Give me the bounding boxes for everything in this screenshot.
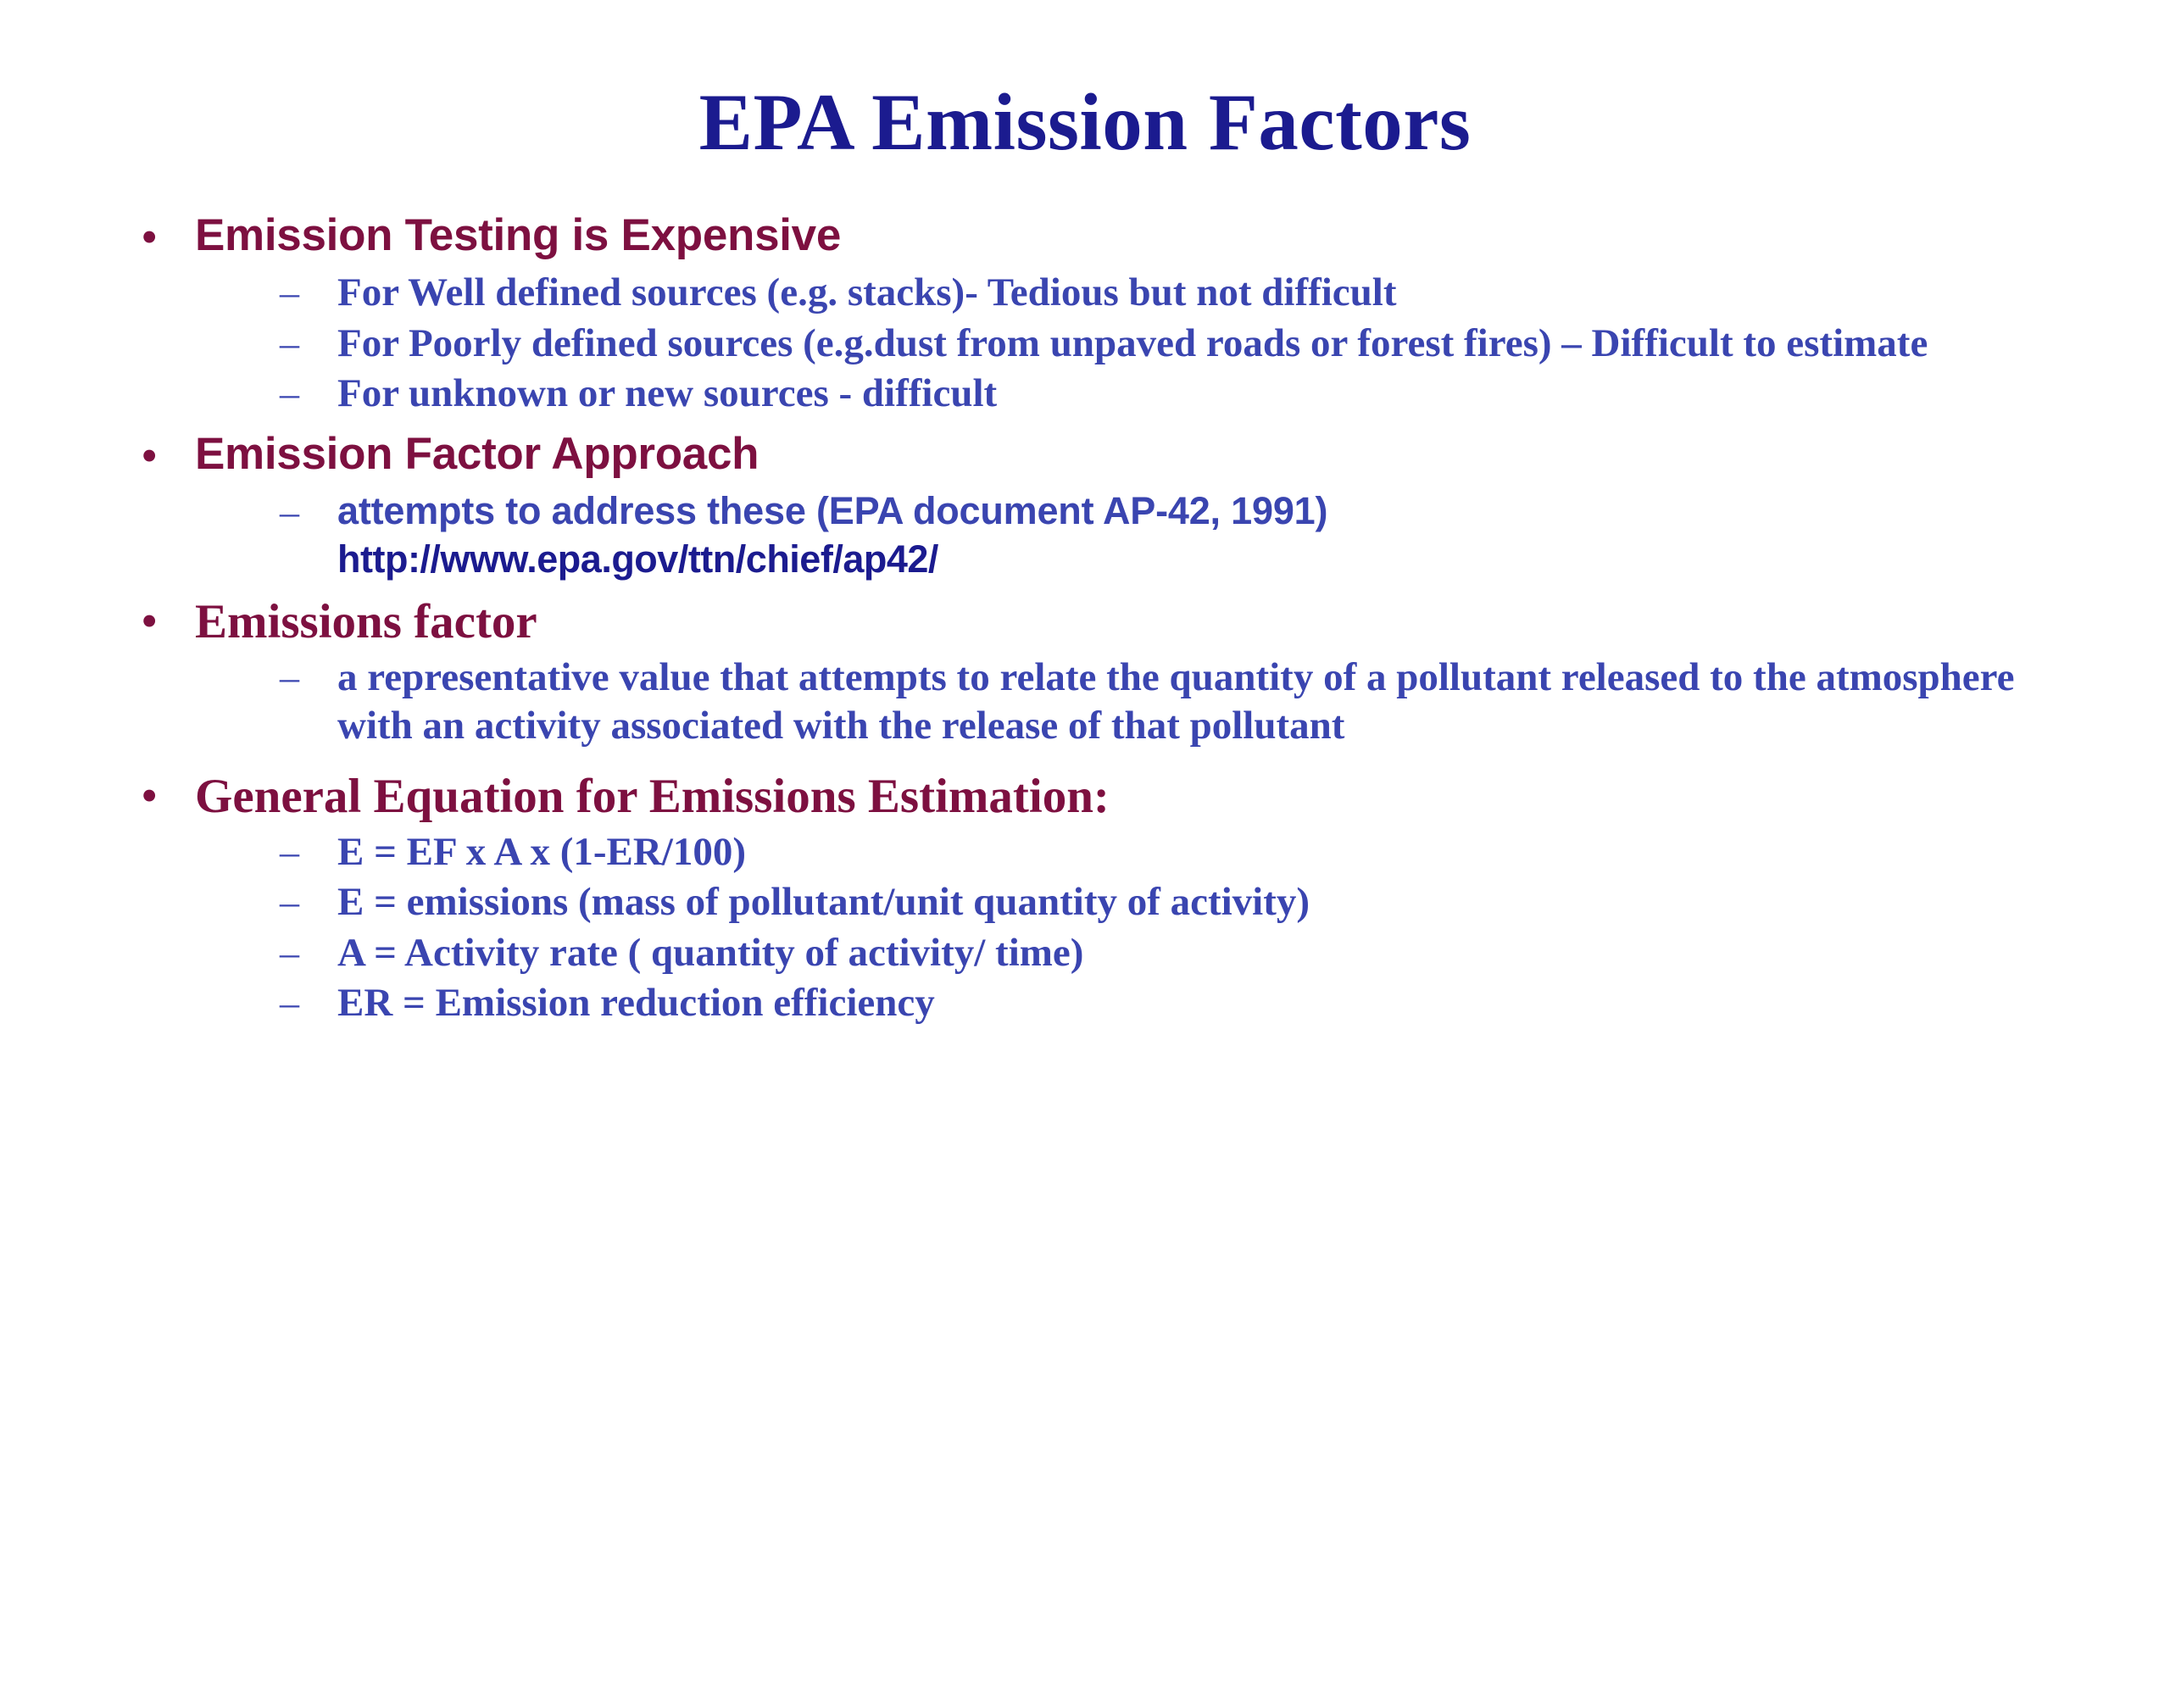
section-heading: Emission Testing is Expensive: [195, 209, 842, 260]
bullet-level2: [119, 878, 2119, 926]
dash-glyph-icon: –: [280, 371, 299, 415]
bullet-level2: [119, 654, 2119, 751]
bullet-glyph-icon: •: [141, 209, 159, 264]
sub-item-text: E = emissions (mass of pollutant/unit quantity of activity): [337, 880, 1310, 925]
section-heading: General Equation for Emissions Estimation:: [195, 769, 1110, 823]
sub-item-text: attempts to address these (EPA document AP-42, 1991): [337, 489, 1328, 533]
slide: [0, 77, 2170, 1708]
bullet-level2: [119, 929, 2119, 977]
ap42-link[interactable]: http://www.epa.gov/ttn/chief/ap42/: [337, 537, 938, 581]
sub-item-block: [337, 488, 1327, 583]
dash-glyph-icon: –: [280, 320, 299, 364]
bullet-level1: [119, 209, 2119, 266]
bullet-level1: [119, 593, 2119, 650]
sub-item-text: A = Activity rate ( quantity of activity/ time): [337, 930, 1084, 975]
sub-item-text: a representative value that attempts to relate the quantity of a pollutant released to the atmosphere with an activity associated with the release of that pollutant: [337, 655, 2015, 748]
bullet-level1: [119, 768, 2119, 825]
bullet-glyph-icon: •: [141, 593, 159, 648]
dash-glyph-icon: –: [280, 981, 299, 1025]
page-title: EPA Emission Factors: [698, 77, 1472, 167]
dash-glyph-icon: –: [280, 270, 299, 314]
bullet-level2: [119, 828, 2119, 876]
dash-glyph-icon: –: [280, 830, 299, 874]
section-heading: Emissions factor: [195, 594, 537, 648]
dash-glyph-icon: –: [280, 490, 299, 534]
slide-body: [0, 209, 2170, 1028]
bullet-level2: [119, 979, 2119, 1027]
sub-item-text: For Poorly defined sources (e.g.dust from unpaved roads or forest fires) – Difficult to estimate: [337, 320, 1928, 365]
dash-glyph-icon: –: [280, 930, 299, 974]
bullet-glyph-icon: •: [141, 428, 159, 484]
sub-item-text: For unknown or new sources - difficult: [337, 371, 998, 416]
section-heading: Emission Factor Approach: [195, 429, 760, 480]
dash-glyph-icon: –: [280, 880, 299, 924]
sub-item-text: E = EF x A x (1-ER/100): [337, 830, 747, 875]
sub-item-text: ER = Emission reduction efficiency: [337, 981, 935, 1026]
dash-glyph-icon: –: [280, 655, 299, 699]
bullet-level2: [119, 488, 2119, 583]
bullet-glyph-icon: •: [141, 767, 159, 823]
bullet-level2: [119, 320, 2119, 368]
bullet-level1: [119, 428, 2119, 485]
sub-item-text: For Well defined sources (e.g. stacks)- Tedious but not difficult: [337, 270, 1397, 315]
bullet-level2: [119, 370, 2119, 418]
bullet-level2: [119, 269, 2119, 317]
